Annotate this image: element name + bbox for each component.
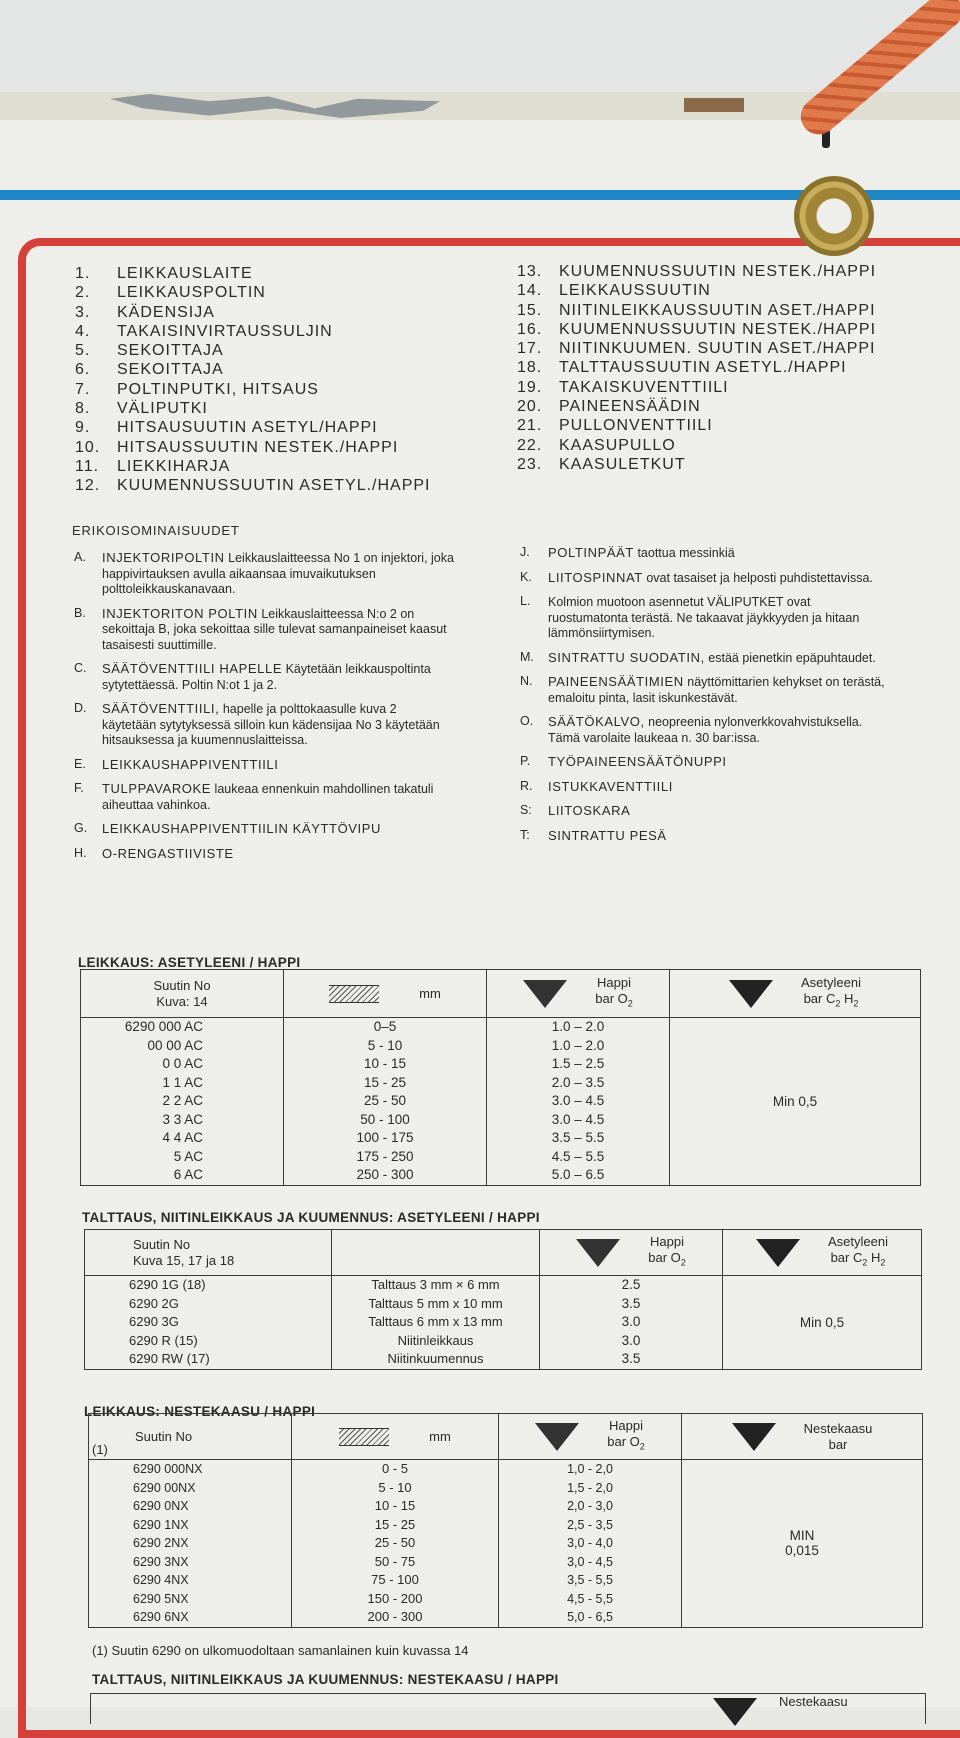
subscript: 2 — [862, 1257, 868, 1268]
mm-column — [284, 1018, 487, 1186]
mm-column — [292, 1460, 499, 1628]
oxygen-cell: 3.0 — [621, 1314, 641, 1329]
part-item — [517, 416, 876, 435]
oxygen-cell: 2,0 - 3,0 — [567, 1499, 613, 1513]
part-item — [517, 397, 876, 416]
header-nozzle-label: Suutin No — [133, 1236, 191, 1252]
part-label: HITSAUSSUUTIN NESTEK./HAPPI — [117, 438, 399, 456]
part-item — [75, 399, 431, 418]
oxygen-gauge-icon — [523, 980, 567, 1008]
oxygen-cell: 3,0 - 4,0 — [567, 1536, 613, 1550]
oxygen-gauge-icon — [576, 1239, 620, 1267]
nozzle-cell: 6290 000 AC — [124, 1019, 203, 1034]
part-item — [75, 380, 431, 399]
nozzle-cell: 1 1 AC — [162, 1074, 203, 1090]
oxygen-cell: 3.5 – 5.5 — [551, 1130, 605, 1145]
lpg-min-value: 0,015 — [785, 1543, 819, 1559]
description-cell: Niitinleikkaus — [397, 1332, 474, 1348]
header-oxygen-unit: bar O — [607, 1434, 640, 1450]
part-number: 7. — [75, 380, 91, 398]
feature-item — [74, 846, 454, 863]
table-cutting-lpg — [88, 1413, 923, 1628]
part-label: TAKAISINVIRTAUSSULJIN — [117, 322, 333, 340]
subscript: 2 — [627, 998, 633, 1009]
nozzle-cell: 6290 5NX — [133, 1591, 189, 1606]
part-item — [75, 264, 431, 283]
oxygen-column — [487, 1018, 670, 1186]
feature-item — [74, 821, 454, 838]
oxygen-cell: 3,5 - 5,5 — [567, 1573, 613, 1587]
thickness-cell: 75 - 100 — [371, 1572, 419, 1587]
part-label: KUUMENNUSSUUTIN NESTEK./HAPPI — [559, 320, 877, 338]
part-label: TAKAISKUVENTTIILI — [559, 378, 729, 396]
header-nozzle — [89, 1414, 292, 1460]
part-label: KUUMENNUSSUUTIN ASETYL./HAPPI — [117, 477, 431, 495]
header-figure-label: Kuva 15, 17 ja 18 — [133, 1252, 235, 1268]
feature-heading: ISTUKKAVENTTIILI — [548, 778, 673, 794]
nozzle-cell: 6290 3NX — [133, 1554, 189, 1569]
part-label: KAASULETKUT — [559, 455, 686, 473]
table-cutting-acetylene — [80, 969, 921, 1186]
header-oxygen-unit: bar O — [648, 1250, 681, 1266]
part-item — [517, 320, 876, 339]
feature-item — [74, 701, 454, 749]
thickness-cell: 15 - 25 — [374, 1516, 416, 1532]
feature-text: laukeaa ennenkuin mahdollinen takatuli aiheuttaa vahinkoa. — [102, 782, 434, 812]
header-oxygen-unit: bar O — [595, 991, 628, 1007]
thickness-cell: 175 - 250 — [356, 1148, 414, 1164]
feature-letter: S: — [520, 803, 532, 817]
part-number: 13. — [517, 263, 543, 280]
part-label: TALTTAUSSUUTIN ASETYL./HAPPI — [559, 359, 847, 377]
description-cell: Niitinkuumennus — [387, 1351, 484, 1366]
thickness-cell: 50 - 100 — [360, 1111, 410, 1127]
thickness-cell: 15 - 25 — [363, 1074, 407, 1090]
feature-heading: SÄÄTÖKALVO, — [548, 714, 645, 729]
nozzle-cell: 0 0 AC — [162, 1056, 203, 1071]
part-number: 15. — [517, 301, 543, 319]
feature-heading: SÄÄTÖVENTTIILI, — [102, 701, 220, 716]
table-gouging-acetylene — [84, 1229, 922, 1370]
header-figure-label: Kuva: 14 — [156, 993, 208, 1009]
part-number: 8. — [75, 400, 91, 418]
header-oxygen-label: Happi — [609, 1418, 643, 1434]
feature-letter: K. — [520, 569, 532, 584]
subscript: 2 — [680, 1257, 686, 1268]
part-number: 17. — [517, 340, 543, 358]
oxygen-cell: 2.0 – 3.5 — [551, 1074, 605, 1090]
nozzle-cell: 6290 00NX — [133, 1480, 196, 1495]
header-acetylene: Asetyleeni bar $C_2$ $H_2$ — [723, 1230, 922, 1276]
feature-item — [74, 757, 454, 774]
brass-grommet — [794, 176, 874, 256]
feature-letter: R. — [520, 778, 533, 793]
plate-thickness-icon — [329, 985, 379, 1003]
subscript: 2 — [639, 1441, 645, 1452]
feature-heading: O-RENGASTIIVISTE — [102, 845, 234, 861]
feature-heading: LIITOSPINNAT — [548, 569, 643, 585]
oxygen-cell: 3.5 — [621, 1295, 641, 1311]
lpg-gauge-icon — [732, 1423, 776, 1451]
features-list-right — [520, 545, 885, 852]
part-label: SEKOITTAJA — [117, 342, 224, 360]
part-item — [517, 262, 876, 281]
oxygen-cell: 3.0 — [621, 1332, 641, 1348]
acetylene-value: Min 0,5 — [670, 1018, 921, 1186]
acetylene-gauge-icon — [729, 980, 773, 1008]
nozzle-column — [89, 1460, 292, 1628]
part-label: POLTINPUTKI, HITSAUS — [117, 380, 319, 398]
feature-item — [520, 545, 885, 562]
feature-text: estää pienetkin epäpuhtaudet. — [708, 650, 876, 665]
header-oxygen — [540, 1230, 723, 1276]
feature-heading: SINTRATTU PESÄ — [548, 827, 667, 843]
feature-letter: O. — [520, 714, 534, 728]
feature-text: Leikkauslaitteessa No 1 on injektori, joka happivirtauksen avulla aikaansaa imuvaikutuksen polttoleikkauskanavaan. — [102, 551, 454, 596]
part-item — [517, 358, 876, 377]
part-number: 4. — [75, 322, 91, 340]
part-number: 14. — [517, 282, 543, 300]
nozzle-cell: 6290 3G — [129, 1314, 179, 1329]
header-oxygen-label: Happi — [597, 975, 631, 991]
table4-title: TALTTAUS, NIITINLEIKKAUS JA KUUMENNUS: NESTEKAASU / HAPPI — [92, 1672, 559, 1687]
part-number: 16. — [517, 320, 543, 338]
header-acetylene-unit: bar C — [803, 991, 836, 1007]
feature-letter: E. — [74, 756, 86, 771]
feature-item — [520, 779, 885, 796]
subscript: 2 — [880, 1257, 886, 1268]
header-lpg-label: Nestekaasu — [803, 1420, 873, 1436]
feature-item — [520, 714, 885, 746]
part-number: 10. — [75, 438, 101, 456]
header-mm: mm — [419, 986, 441, 1001]
oxygen-cell: 5,0 - 6,5 — [567, 1610, 613, 1624]
feature-item — [74, 606, 454, 654]
feature-letter: P. — [520, 754, 531, 768]
oxygen-cell: 2,5 - 3,5 — [567, 1517, 613, 1532]
feature-text: Kolmion muotoon asennetut VÄLIPUTKET ovat ruostumatonta terästä. Ne takaavat jäykkyyden ja hitaan lämmönsiirtymisen. — [548, 595, 860, 640]
thickness-cell: 50 - 75 — [374, 1553, 416, 1569]
header-acetylene-unit: bar C — [830, 1250, 863, 1266]
oxygen-cell: 1.0 – 2.0 — [551, 1019, 605, 1034]
thickness-cell: 25 - 50 — [374, 1535, 416, 1550]
feature-text: neopreenia nylonverkkovahvistuksella. Tämä varolaite laukeaa n. 30 bar:issa. — [548, 715, 863, 745]
part-item — [75, 438, 431, 457]
part-label: VÄLIPUTKI — [117, 400, 208, 418]
feature-item — [520, 594, 885, 642]
oxygen-cell: 2.5 — [621, 1277, 641, 1292]
feature-item — [520, 570, 885, 587]
feature-letter: B. — [74, 605, 86, 620]
header-oxygen-label: Happi — [650, 1234, 684, 1250]
part-number: 1. — [75, 265, 91, 282]
part-label: KÄDENSIJA — [117, 303, 215, 321]
header-acetylene-label: Asetyleeni — [801, 975, 861, 991]
parts-list-right — [517, 262, 876, 474]
header-nozzle-label: Suutin No — [153, 977, 211, 993]
part-label: NIITINLEIKKAUSSUUTIN ASET./HAPPI — [559, 301, 876, 319]
thickness-cell: 10 - 15 — [374, 1498, 416, 1513]
part-label: PULLONVENTTIILI — [559, 417, 713, 435]
part-item — [517, 436, 876, 455]
part-number: 2. — [75, 284, 91, 302]
thickness-cell: 200 - 300 — [367, 1609, 423, 1624]
thickness-cell: 100 - 175 — [356, 1130, 414, 1145]
feature-item — [520, 803, 885, 820]
thickness-cell: 150 - 200 — [367, 1590, 423, 1606]
part-number: 5. — [75, 342, 91, 360]
nozzle-cell: 6290 4NX — [133, 1573, 189, 1587]
feature-text: ovat tasaiset ja helposti puhdistettavissa. — [646, 570, 873, 585]
nozzle-cell: 6 AC — [173, 1167, 203, 1182]
oxygen-cell: 3.0 – 4.5 — [551, 1111, 605, 1127]
oxygen-gauge-icon — [535, 1423, 579, 1451]
part-label: LEIKKAUSSUUTIN — [559, 282, 711, 300]
feature-item — [74, 550, 454, 598]
subscript: 2 — [853, 998, 859, 1009]
part-label: SEKOITTAJA — [117, 361, 224, 379]
feature-text: näyttömittarien kehykset on terästä, emaloitu pinta, lasit iskunkestävät. — [548, 675, 885, 705]
subscript: 2 — [835, 998, 841, 1009]
table3-title: LEIKKAUS: NESTEKAASU / HAPPI — [84, 1404, 316, 1419]
lpg-value — [682, 1460, 923, 1628]
part-number: 6. — [75, 361, 91, 379]
part-item — [517, 281, 876, 300]
feature-letter: D. — [74, 701, 87, 715]
part-item — [75, 476, 431, 495]
oxygen-cell: 1,0 - 2,0 — [567, 1462, 613, 1476]
part-item — [75, 457, 431, 476]
thickness-cell: 0 - 5 — [381, 1461, 408, 1476]
acetylene-value: Min 0,5 — [723, 1276, 922, 1370]
header-lpg — [682, 1414, 923, 1460]
header-oxygen — [487, 970, 670, 1018]
feature-item — [520, 828, 885, 845]
feature-heading: TULPPAVAROKE — [102, 781, 212, 796]
feature-item — [74, 661, 454, 693]
part-item — [75, 360, 431, 379]
part-number: 23. — [517, 455, 543, 473]
nozzle-cell: 6290 1G (18) — [129, 1277, 206, 1292]
part-number: 20. — [517, 398, 543, 416]
header-acetylene-label: Asetyleeni — [828, 1234, 888, 1250]
nozzle-cell: 6290 6NX — [133, 1610, 189, 1624]
header-lpg-unit: bar — [828, 1436, 848, 1452]
part-item — [517, 339, 876, 358]
feature-heading: INJEKTORITON POLTIN — [102, 605, 258, 621]
table3-footnote: (1) Suutin 6290 on ulkomuodoltaan samanlainen kuin kuvassa 14 — [92, 1643, 469, 1658]
oxygen-cell: 5.0 – 6.5 — [551, 1167, 605, 1182]
feature-heading: LEIKKAUSHAPPIVENTTIILI — [102, 756, 279, 772]
header-mm: mm — [429, 1429, 451, 1444]
part-label: LIEKKIHARJA — [117, 457, 231, 475]
nozzle-cell: 6290 R (15) — [129, 1332, 198, 1348]
feature-letter: T: — [520, 827, 530, 842]
header-thickness — [284, 970, 487, 1018]
nozzle-cell: 6290 2NX — [133, 1536, 189, 1550]
feature-item — [74, 781, 454, 813]
part-item — [75, 341, 431, 360]
thickness-cell: 10 - 15 — [363, 1056, 407, 1071]
part-number: 3. — [75, 303, 91, 321]
part-number: 22. — [517, 436, 543, 454]
nozzle-cell: 00 00 AC — [147, 1037, 203, 1053]
part-number: 19. — [517, 378, 543, 396]
lpg-gauge-icon — [713, 1698, 757, 1726]
feature-text: Käytetään leikkauspoltinta sytytettäessä. Poltin N:ot 1 ja 2. — [102, 662, 431, 692]
feature-letter: N. — [520, 674, 533, 688]
footnote-marker: (1) — [92, 1442, 108, 1457]
tape-residue-small — [684, 98, 744, 112]
header-thickness — [292, 1414, 499, 1460]
part-label: PAINEENSÄÄDIN — [559, 398, 701, 416]
table1-title: LEIKKAUS: ASETYLEENI / HAPPI — [78, 955, 301, 970]
table2-title: TALTTAUS, NIITINLEIKKAUS JA KUUMENNUS: ASETYLEENI / HAPPI — [82, 1210, 540, 1225]
nozzle-cell: 5 AC — [173, 1148, 203, 1164]
part-number: 12. — [75, 477, 101, 495]
oxygen-cell: 3.5 — [621, 1351, 641, 1366]
thickness-cell: 25 - 50 — [363, 1093, 407, 1108]
oxygen-column — [499, 1460, 682, 1628]
feature-heading: PAINEENSÄÄTIMIEN — [548, 674, 684, 689]
nozzle-cell: 6290 000NX — [133, 1462, 203, 1476]
nozzle-cell: 6290 RW (17) — [129, 1351, 210, 1366]
feature-letter: A. — [74, 550, 86, 564]
nozzle-cell: 2 2 AC — [162, 1093, 203, 1108]
part-label: NIITINKUUMEN. SUUTIN ASET./HAPPI — [559, 340, 876, 358]
part-number: 18. — [517, 359, 543, 377]
feature-letter: H. — [74, 845, 87, 860]
table4-header — [90, 1693, 926, 1724]
oxygen-cell: 3,0 - 4,5 — [567, 1554, 613, 1569]
feature-item — [520, 650, 885, 667]
part-number: 9. — [75, 419, 91, 437]
oxygen-cell: 1.5 – 2.5 — [551, 1056, 605, 1071]
part-item — [75, 322, 431, 341]
nozzle-column — [85, 1276, 332, 1370]
feature-heading: LIITOSKARA — [548, 803, 631, 818]
feature-text: Leikkauslaitteessa N:o 2 on sekoittaja B, joka sekoittaa sille tulevat samanpaineiset kaasut tasaisesti suuttimille. — [102, 606, 447, 652]
header-nozzle — [81, 970, 284, 1018]
feature-letter: F. — [74, 781, 84, 795]
features-title: ERIKOISOMINAISUUDET — [72, 523, 240, 538]
nozzle-cell: 6290 2G — [129, 1295, 179, 1311]
wall-background — [0, 0, 960, 100]
thickness-cell: 5 - 10 — [378, 1479, 412, 1495]
feature-item — [520, 674, 885, 706]
part-item — [75, 283, 431, 302]
nozzle-cell: 6290 0NX — [133, 1499, 189, 1513]
part-label: KUUMENNUSSUUTIN NESTEK./HAPPI — [559, 263, 877, 280]
feature-letter: C. — [74, 661, 87, 675]
description-cell: Talttaus 5 mm x 10 mm — [368, 1295, 503, 1311]
oxygen-cell: 1,5 - 2,0 — [567, 1480, 613, 1495]
feature-heading: LEIKKAUSHAPPIVENTTIILIN KÄYTTÖVIPU — [102, 821, 382, 836]
thickness-cell: 5 - 10 — [367, 1037, 403, 1053]
part-item — [517, 455, 876, 474]
nozzle-cell: 3 3 AC — [162, 1111, 203, 1127]
oxygen-cell: 1.0 – 2.0 — [551, 1037, 605, 1053]
header-nozzle-label: Suutin No — [135, 1429, 193, 1444]
thickness-cell: 0–5 — [373, 1019, 397, 1034]
oxygen-cell: 4,5 - 5,5 — [567, 1591, 613, 1606]
parts-list-left — [75, 264, 431, 496]
part-item — [75, 418, 431, 437]
feature-heading: TYÖPAINEENSÄÄTÖNUPPI — [548, 754, 727, 769]
header-oxygen — [499, 1414, 682, 1460]
feature-letter: G. — [74, 821, 88, 835]
description-cell: Talttaus 6 mm x 13 mm — [368, 1314, 503, 1329]
part-label: LEIKKAUSPOLTIN — [117, 284, 266, 302]
part-label: HITSAUSUUTIN ASETYL/HAPPI — [117, 419, 378, 437]
feature-letter: M. — [520, 649, 534, 664]
part-item — [517, 378, 876, 397]
part-item — [75, 303, 431, 322]
thickness-cell: 250 - 300 — [356, 1167, 414, 1182]
description-column — [332, 1276, 540, 1370]
header-acetylene: Asetyleeni bar $C_2$ $H_2$ — [670, 970, 921, 1018]
lpg-min-label: MIN — [789, 1528, 815, 1544]
nozzle-cell: 6290 1NX — [133, 1517, 189, 1532]
feature-heading: SINTRATTU SUODATIN, — [548, 649, 705, 665]
oxygen-column — [540, 1276, 723, 1370]
nozzle-cell: 4 4 AC — [162, 1130, 203, 1145]
feature-item — [520, 754, 885, 771]
oxygen-cell: 4.5 – 5.5 — [551, 1148, 605, 1164]
feature-heading: SÄÄTÖVENTTIILI HAPELLE — [102, 661, 283, 676]
feature-letter: J. — [520, 545, 530, 559]
part-label: LEIKKAUSLAITE — [117, 265, 253, 282]
plate-thickness-icon — [339, 1428, 389, 1446]
feature-heading: INJEKTORIPOLTIN — [102, 550, 225, 565]
description-cell: Talttaus 3 mm × 6 mm — [371, 1277, 500, 1292]
feature-text: hapelle ja polttokaasulle kuva 2 käytetään sytytyksessä silloin kun kädensijaa No 3 käytetään hitsauksessa ja kuumennuslaitteissa. — [102, 702, 440, 747]
feature-heading: POLTINPÄÄT — [548, 545, 634, 560]
header-nozzle — [85, 1230, 332, 1276]
header-description — [332, 1230, 540, 1276]
features-list-left — [74, 550, 454, 870]
part-item — [517, 301, 876, 320]
oxygen-cell: 3.0 – 4.5 — [551, 1093, 605, 1108]
part-number: 21. — [517, 417, 543, 435]
acetylene-gauge-icon — [756, 1239, 800, 1267]
header-lpg-label: Nestekaasu — [779, 1694, 848, 1709]
feature-text: taottua messinkiä — [637, 546, 735, 560]
nozzle-column — [81, 1018, 284, 1186]
feature-letter: L. — [520, 594, 531, 608]
part-label: KAASUPULLO — [559, 436, 676, 454]
part-number: 11. — [75, 457, 100, 475]
